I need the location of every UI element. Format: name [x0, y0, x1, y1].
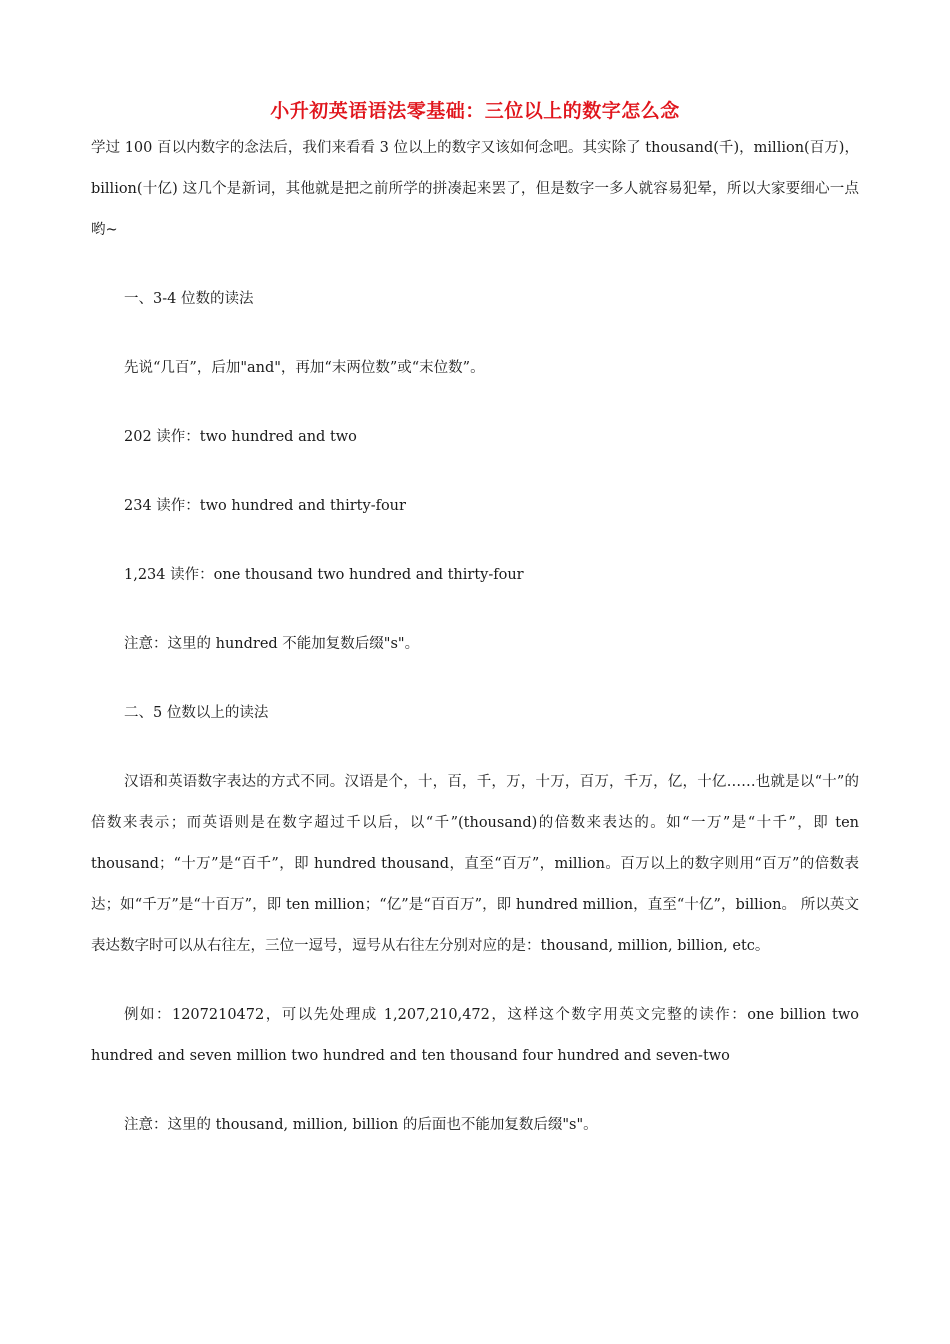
section1-heading: 一、3-4 位数的读法 [124, 291, 254, 307]
section2-note: 注意：这里的 thousand, million, billion 的后面也不能加复数后缀"s"。 [124, 1117, 598, 1133]
document-title: 小升初英语语法零基础：三位以上的数字怎么念 [270, 100, 680, 122]
document-page [91, 96, 859, 1146]
example-1234: 1,234 读作：one thousand two hundred and thirty-four [124, 567, 524, 583]
example-202: 202 读作：two hundred and two [124, 429, 357, 445]
section2-heading: 二、5 位数以上的读法 [124, 705, 269, 721]
section1-rule: 先说“几百”，后加"and"，再加“末两位数”或“末位数”。 [124, 360, 485, 376]
section2-body: 汉语和英语数字表达的方式不同。汉语是个，十，百，千，万，十万，百万，千万，亿，十亿……也就是以“十”的倍数来表示；而英语则是在数字超过千以后，以“千”(thousand)的倍数来表达的。如“一万”是“十千”，即 ten thousand；“十万”是“百千”，即 hundred thousand，直至“百万”，million。百万以上的数字则用“百万”的倍数表达；如“千万”是“十百万”，即 ten million；“亿”是“百百万”，即 hundred million，直至“十亿”，billion。 所以英文表达数字时可以从右往左，三位一逗号，逗号从右往左分别对应的是：thousand, million, billion, etc。 [91, 774, 859, 954]
section1-note: 注意：这里的 hundred 不能加复数后缀"s"。 [124, 636, 420, 652]
example-234: 234 读作：two hundred and thirty-four [124, 498, 406, 514]
section2-example: 例如：1207210472，可以先处理成 1,207,210,472，这样这个数字用英文完整的读作：one billion two hundred and seven million two hundred and ten thousand four hundred and seven-two [91, 1007, 859, 1064]
intro-paragraph: 学过 100 百以内数字的念法后，我们来看看 3 位以上的数字又该如何念吧。其实除了 thousand(千)，million(百万)， billion(十亿) 这几个是新词，其他就是把之前所学的拼凑起来罢了，但是数字一多人就容易犯晕，所以大家要细心一点哟~ [91, 140, 859, 238]
